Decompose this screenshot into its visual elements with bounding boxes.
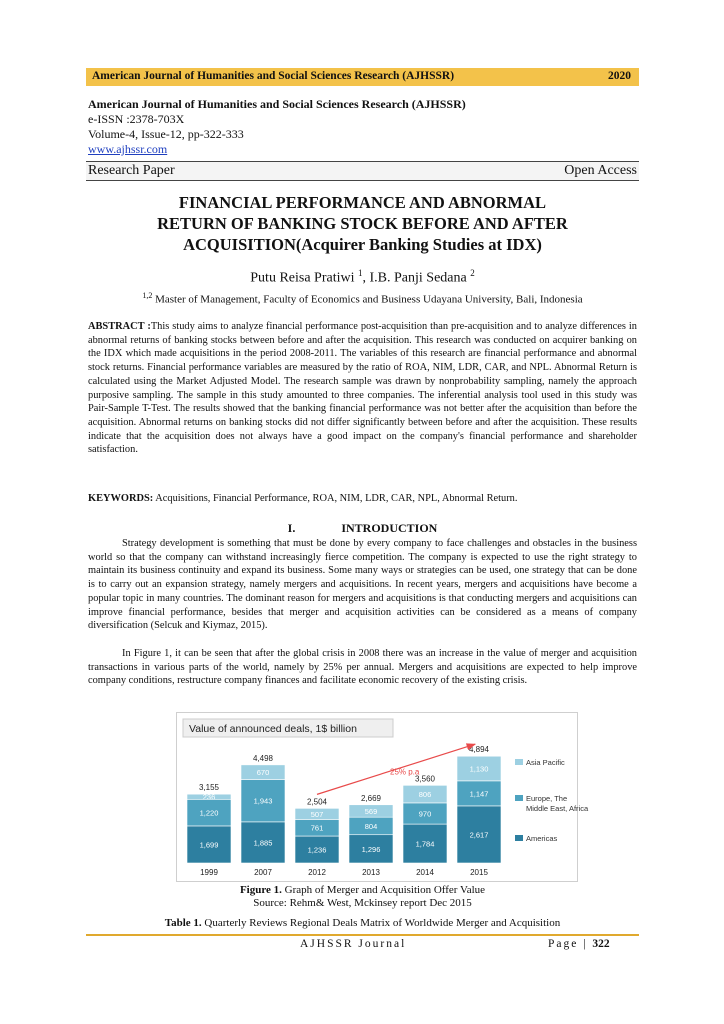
chart-title: Value of announced deals, 1$ billion bbox=[189, 723, 357, 735]
x-tick-label: 2015 bbox=[470, 868, 488, 877]
abstract bbox=[88, 320, 637, 457]
footer-page-label: Page | bbox=[548, 938, 593, 950]
footer-page bbox=[548, 938, 610, 950]
table-caption bbox=[86, 917, 639, 930]
segment-label: 1,885 bbox=[253, 838, 273, 848]
x-tick-label: 2007 bbox=[254, 868, 272, 877]
header-year: 2020 bbox=[608, 70, 631, 82]
segment-label: 1,699 bbox=[199, 840, 219, 850]
affiliation bbox=[86, 291, 639, 306]
x-tick-label: 2014 bbox=[416, 868, 434, 877]
segment-label: 1,784 bbox=[415, 839, 435, 849]
volume-issue: Volume-4, Issue-12, pp-322-333 bbox=[88, 127, 244, 141]
legend-swatch bbox=[515, 759, 523, 765]
author-1: Putu Reisa Pratiwi bbox=[250, 270, 355, 286]
footer-page-number: 322 bbox=[592, 938, 610, 950]
affiliation-sup: 1,2 bbox=[142, 291, 153, 300]
figure-caption-text: Graph of Merger and Acquisition Offer Value bbox=[281, 884, 486, 896]
section-title: INTRODUCTION bbox=[341, 521, 438, 535]
legend-label: Middle East, Africa bbox=[526, 804, 589, 813]
affiliation-text: Master of Management, Faculty of Economics and Business Udayana University, Bali, Indonesia bbox=[155, 293, 583, 306]
journal-name: American Journal of Humanities and Social Sciences Research (AJHSSR) bbox=[88, 97, 466, 111]
figure-source: Source: Rehm& West, Mckinsey report Dec 2015 bbox=[253, 897, 472, 909]
legend-label: Asia Pacific bbox=[526, 758, 565, 767]
title-line-2: RETURN OF BANKING STOCK BEFORE AND AFTER bbox=[157, 214, 568, 233]
legend-label: Europe, The bbox=[526, 794, 568, 803]
open-access-label: Open Access bbox=[564, 163, 637, 178]
segment-label: 1,147 bbox=[469, 789, 489, 799]
authors bbox=[86, 268, 639, 287]
figure-caption-label: Figure 1. bbox=[239, 884, 282, 896]
header-journal-name: American Journal of Humanities and Social Sciences Research (AJHSSR) bbox=[92, 70, 455, 82]
segment-label: 806 bbox=[418, 790, 432, 800]
segment-label: 1,296 bbox=[361, 844, 381, 854]
table-caption-label: Table 1. bbox=[164, 917, 202, 929]
x-tick-label: 1999 bbox=[200, 868, 218, 877]
x-tick-label: 2012 bbox=[308, 868, 326, 877]
total-label: 4,498 bbox=[252, 753, 274, 763]
section-number: I. bbox=[287, 521, 296, 535]
title-line-3: ACQUISITION(Acquirer Banking Studies at IDX) bbox=[183, 235, 542, 254]
total-label: 4,894 bbox=[468, 745, 490, 755]
journal-header-bar bbox=[86, 68, 639, 86]
segment-label: 804 bbox=[364, 821, 378, 831]
footer-journal: AJHSSR Journal bbox=[300, 938, 407, 950]
segment-label: 670 bbox=[256, 768, 270, 778]
segment-label: 236 bbox=[202, 792, 216, 802]
x-tick-label: 2013 bbox=[362, 868, 380, 877]
author-2: I.B. Panji Sedana bbox=[369, 270, 467, 286]
figure-caption bbox=[86, 884, 639, 897]
chart-legend bbox=[515, 758, 589, 843]
segment-label: 1,236 bbox=[307, 845, 327, 855]
legend-swatch bbox=[515, 795, 523, 801]
keywords-text: Acquisitions, Financial Performance, ROA, NIM, LDR, CAR, NPL, Abnormal Return. bbox=[153, 493, 518, 504]
author-sep: , bbox=[362, 270, 370, 286]
segment-label: 761 bbox=[310, 823, 324, 833]
total-label: 2,669 bbox=[360, 793, 382, 803]
legend-swatch bbox=[515, 835, 523, 841]
keywords-label: KEYWORDS: bbox=[88, 493, 154, 504]
chart-bars bbox=[187, 744, 501, 877]
total-label: 3,560 bbox=[414, 774, 436, 784]
paper-type: Research Paper bbox=[88, 163, 175, 178]
abstract-text: This study aims to analyze financial performance post-acquisition than pre-acquisition and to analyze differences in abnormal returns of banking stocks between before and after the acquisition. This research was conducted on acquirer banking on the IDX which made acquisitions in the period 2008-2011. The variables of this research are financial performance and abnormal stock returns. Financial performance variables are measured by the ratio of ROA, NIM, LDR, CAR, and NPL. Abnormal Return is calculated using the Market Adjusted Model. The research sample was drawn by nonprobability sampling, namely the approach purposive sampling. The sample in this study amounted to three companies. The inferential analysis tool used in this study was Pair-Sample T-Test. The results showed that the banking financial performance was not better after the acquisition than before the acquisition. Abnormal returns on banking stocks did not differ significantly between before and after the acquisition. These results indicate that the acquisition does not always have a good impact on the company's financial performance and shareholder satisfaction. bbox=[88, 321, 637, 456]
abstract-label: ABSTRACT : bbox=[88, 321, 151, 332]
segment-label: 507 bbox=[310, 809, 324, 819]
segment-label: 569 bbox=[364, 806, 378, 816]
section-heading bbox=[86, 521, 639, 536]
paper-type-bar bbox=[86, 161, 639, 181]
deals-chart-svg bbox=[177, 713, 589, 881]
segment-label: 1,943 bbox=[253, 796, 273, 806]
table-caption-text: Quarterly Reviews Regional Deals Matrix of Worldwide Merger and Acquisition bbox=[201, 917, 561, 929]
title-line-1: FINANCIAL PERFORMANCE AND ABNORMAL bbox=[178, 193, 547, 212]
segment-label: 970 bbox=[418, 809, 432, 819]
intro-paragraph-2: In Figure 1, it can be seen that after the global crisis in 2008 there was an increase in the value of merger and acquisition transactions in various parts of the world, namely by 25% per annual. Mergers and acquisitions are expected to help improve company conditions, restructure company finances and facilitate economic recovery of the existing crisis. bbox=[88, 648, 637, 687]
issn: e-ISSN :2378-703X bbox=[88, 112, 185, 126]
keywords bbox=[88, 492, 637, 506]
legend-label: Americas bbox=[526, 834, 558, 843]
segment-label: 1,220 bbox=[199, 808, 219, 818]
footer-rule bbox=[86, 934, 639, 936]
total-label: 2,504 bbox=[306, 797, 328, 807]
segment-label: 1,130 bbox=[469, 764, 489, 774]
segment-label: 2,617 bbox=[469, 830, 489, 840]
growth-annotation: 25% p.a bbox=[390, 767, 420, 777]
paper-title bbox=[86, 192, 639, 255]
journal-url-link[interactable]: www.ajhssr.com bbox=[88, 142, 168, 156]
deals-chart bbox=[176, 712, 589, 882]
total-label: 3,155 bbox=[198, 783, 220, 793]
author-2-sup: 2 bbox=[470, 268, 475, 278]
intro-paragraph-1: Strategy development is something that must be done by every company to face challenges and obstacles in the business world so that the company can withstand increasingly fierce competition. The company is expected to use the right strategy to maintain its business continuity and expand its business. Some many ways or strategies can be used, one strategy that can be done is to carry out an expansion strategy, namely mergers and acquisitions. In recent years, mergers and acquisitions have become a popular topic in many countries. The dominant reason for mergers and acquisitions is that conducting mergers and acquisitions can improve financial performance, besides that merger and acquisition activities can be considered as a means of company diversification (Selcuk and Kiymaz, 2015). bbox=[88, 538, 637, 632]
author-1-sup: 1 bbox=[358, 268, 363, 278]
